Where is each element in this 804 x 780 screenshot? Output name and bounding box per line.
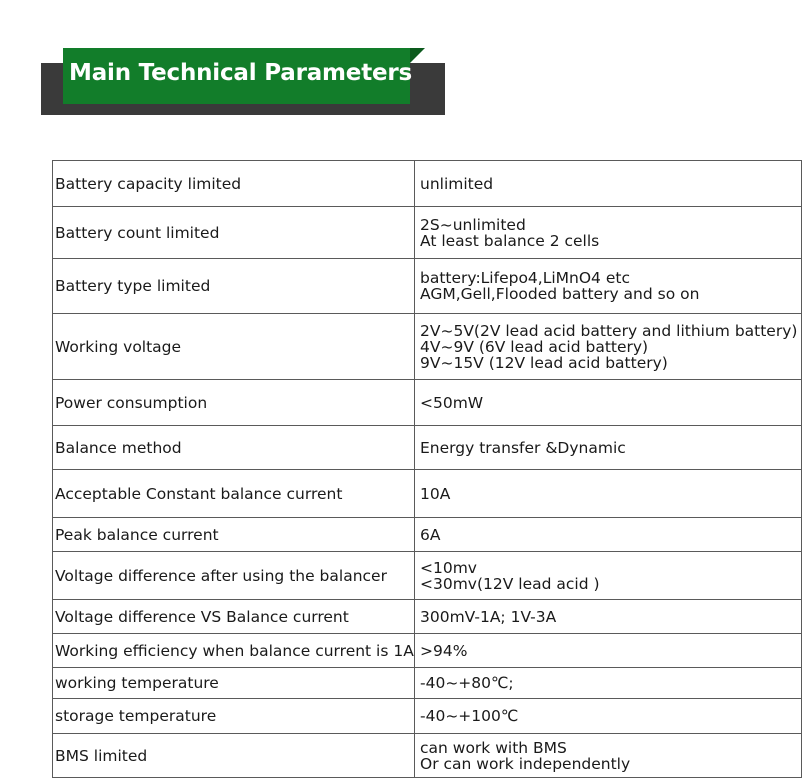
table-row xyxy=(53,470,802,518)
parameter-label: Acceptable Constant balance current xyxy=(53,470,415,518)
parameter-value-line: 4V~9V (6V lead acid battery) xyxy=(420,337,649,356)
parameter-value-line: battery:Lifepo4,LiMnO4 etc xyxy=(420,269,630,287)
parameter-label: working temperature xyxy=(53,668,415,699)
parameter-value-line: can work with BMS xyxy=(420,738,567,757)
parameter-value xyxy=(415,634,802,668)
parameter-value xyxy=(415,600,802,634)
parameter-value-line: 10A xyxy=(420,484,451,503)
page-title: Main Technical Parameters xyxy=(69,60,413,86)
parameter-value xyxy=(415,699,802,734)
parameter-value xyxy=(415,470,802,518)
parameter-value xyxy=(415,161,802,207)
parameter-value-line: -40~+80℃; xyxy=(420,674,514,692)
parameter-label: Battery capacity limited xyxy=(53,161,415,207)
parameters-table-body xyxy=(53,161,802,778)
parameter-label: Balance method xyxy=(53,426,415,470)
parameter-label: Voltage difference VS Balance current xyxy=(53,600,415,634)
parameter-value xyxy=(415,518,802,552)
parameter-value-line: >94% xyxy=(420,641,468,660)
table-row xyxy=(53,380,802,426)
table-row xyxy=(53,259,802,314)
parameter-value xyxy=(415,259,802,314)
parameter-label: storage temperature xyxy=(53,699,415,734)
parameter-value-line: Energy transfer &Dynamic xyxy=(420,438,626,457)
parameter-value-line: AGM,Gell,Flooded battery and so on xyxy=(420,285,700,303)
table-row xyxy=(53,699,802,734)
parameter-label: Power consumption xyxy=(53,380,415,426)
table-row xyxy=(53,426,802,470)
parameter-label: Working voltage xyxy=(53,314,415,380)
table-row xyxy=(53,634,802,668)
parameter-value xyxy=(415,552,802,600)
table-row xyxy=(53,552,802,600)
parameter-label: Working efficiency when balance current is 1A xyxy=(53,634,415,668)
parameter-value-line: <30mv(12V lead acid ) xyxy=(420,574,600,593)
parameter-value-line: unlimited xyxy=(420,174,494,193)
table-row xyxy=(53,518,802,552)
parameter-label: Peak balance current xyxy=(53,518,415,552)
parameter-value-line: 300mV-1A; 1V-3A xyxy=(420,607,557,626)
header-fold-corner xyxy=(410,48,425,63)
table-row xyxy=(53,600,802,634)
parameter-value xyxy=(415,734,802,778)
parameter-value-line: -40~+100℃ xyxy=(420,707,519,725)
parameter-value-line: <50mW xyxy=(420,393,484,412)
table-row xyxy=(53,207,802,259)
parameter-label: Voltage difference after using the balancer xyxy=(53,552,415,600)
parameter-value-line: 2S~unlimited xyxy=(420,215,526,234)
table-row xyxy=(53,314,802,380)
parameter-value xyxy=(415,207,802,259)
parameter-label: BMS limited xyxy=(53,734,415,778)
parameter-value xyxy=(415,668,802,699)
parameter-value-line: Or can work independently xyxy=(420,754,631,773)
parameter-label: Battery type limited xyxy=(53,259,415,314)
parameter-label: Battery count limited xyxy=(53,207,415,259)
parameter-value-line: 9V~15V (12V lead acid battery) xyxy=(420,353,668,372)
parameter-value-line: <10mv xyxy=(420,558,477,577)
parameter-value xyxy=(415,426,802,470)
section-header xyxy=(0,0,804,130)
parameter-value-line: 6A xyxy=(420,525,441,544)
parameter-value-line: 2V~5V(2V lead acid battery and lithium battery) xyxy=(420,321,798,340)
parameter-value xyxy=(415,380,802,426)
parameter-value-line: At least balance 2 cells xyxy=(420,231,600,250)
table-row xyxy=(53,161,802,207)
table-row xyxy=(53,734,802,778)
parameter-value xyxy=(415,314,802,380)
table-row xyxy=(53,668,802,699)
parameters-table xyxy=(52,160,802,778)
